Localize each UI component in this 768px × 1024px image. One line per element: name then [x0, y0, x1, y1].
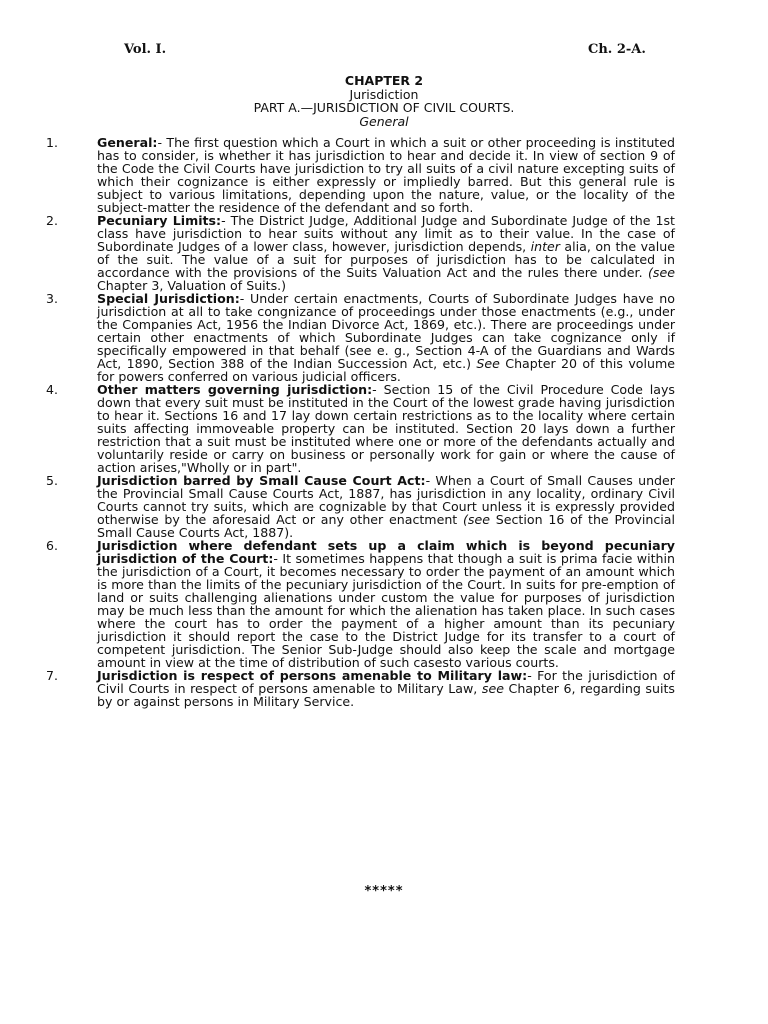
italic-text: See	[476, 356, 500, 371]
paragraph-number: 2.	[46, 213, 58, 228]
italic-text: (see	[648, 265, 675, 280]
body-text-run: Chapter 6, regarding suits by or against persons in Military Service.	[97, 681, 675, 709]
paragraph-heading: Jurisdiction barred by Small Cause Court Act:	[97, 473, 426, 488]
part-heading: PART A.—JURISDICTION OF CIVIL COURTS.	[253, 100, 515, 115]
chapter-subtitle: Jurisdiction	[349, 87, 419, 102]
body-text-run: - The District Judge, Additional Judge and Subordinate Judge of the 1st class have jurisdiction to hear suits without any limit as to their value. In the case of Subordinate Judges of a lower class, however, jurisdiction depends,	[97, 213, 675, 254]
section-heading: General	[359, 114, 409, 129]
body-text-run: Chapter 3, Valuation of Suits.)	[97, 278, 287, 293]
paragraph-heading: Pecuniary Limits:	[97, 213, 222, 228]
paragraph-item	[0, 474, 768, 539]
body-text-run: - It sometimes happens that though a suit is prima facie within the jurisdiction of a Court, it becomes necessary to order the payment of an amount which is more than the limits of the pecuniary jurisdiction of the Court. In suits for pre-emption of land or suits challenging alienations under custom the value for purposes of jurisdiction may be much less than the amount for which the alienation has taken place. In such cases where the court has to order the payment of a higher amount than its pecuniary jurisdiction it should report the case to the District Judge for its transfer to a court of competent jurisdiction. The Senior Sub-Judge should also keep the scale and mortgage amount in view at the time of distribution of such casesto various courts.	[97, 551, 675, 670]
paragraph-item	[0, 383, 768, 474]
paragraph-number: 4.	[46, 382, 58, 397]
italic-text: (see	[463, 512, 490, 527]
paragraph-item	[0, 539, 768, 669]
paragraph-item	[0, 292, 768, 383]
volume-label: Vol. I.	[124, 42, 167, 57]
body-text-run: - Under certain enactments, Courts of Subordinate Judges have no jurisdiction at all to take congnizance of proceedings under those enactments (e.g., under the Companies Act, 1956 the Indian Divorce Act, 1869, etc.). There are proceedings under certain other enactments of which Subordinate Judges can take cognizance only if specifically empowered in that behalf (see e. g., Section 4-A of the Guardians and Wards Act, 1890, Section 388 of the Indian Succession Act, etc.)	[97, 291, 675, 371]
chapter-label: Ch. 2-A.	[588, 42, 646, 57]
paragraph-text	[97, 292, 675, 383]
paragraph-heading: Other matters governing jurisdiction:	[97, 382, 373, 397]
body-text-run: - The first question which a Court in which a suit or other proceeding is instituted has to consider, is whether it has jurisdiction to hear and decide it. In view of section 9 of the Code the Civil Courts have jurisdiction to try all suits of a civil nature excepting suits of which their cognizance is either expressly or impliedly barred. But this general rule is subject to various limitations, depending upon the nature, value, or the locality of the subject-matter the residence of the defendant and so forth.	[97, 135, 675, 215]
paragraph-text	[97, 214, 675, 292]
paragraph-item	[0, 214, 768, 292]
body-text-run: - For the jurisdiction of Civil Courts in respect of persons amenable to Military Law,	[97, 668, 675, 696]
paragraph-number: 6.	[46, 538, 58, 553]
paragraph-heading: General:	[97, 135, 158, 150]
paragraph-item	[0, 669, 768, 708]
italic-text: see	[481, 681, 504, 696]
paragraph-number: 7.	[46, 668, 58, 683]
paragraph-text	[97, 669, 675, 708]
body-text-run: - Section 15 of the Civil Procedure Code lays down that every suit must be instituted in the Court of the lowest grade having jurisdiction to hear it. Sections 16 and 17 lay down certain restrictions as to the locality where certain suits affecting immoveable property can be instituted. Section 20 lays down a further restriction that a suit must be instituted where one or more of the defendants actually and voluntarily reside or carry on business or personally work for gain or where the cause of action arises,"Wholly or in part".	[97, 382, 675, 475]
paragraph-text	[97, 474, 675, 539]
body-text-run: Section 16 of the Provincial Small Cause Courts Act, 1887).	[97, 512, 675, 540]
paragraph-item	[0, 136, 768, 214]
paragraph-number: 3.	[46, 291, 58, 306]
body-text-run: alia, on the value of the suit. The value of a suit for purposes of jurisdiction has to be calculated in accordance with the provisions of the Suits Valuation Act and the rules there under.	[97, 239, 675, 280]
italic-text: inter	[530, 239, 560, 254]
paragraph-heading: Special Jurisdiction:	[97, 291, 240, 306]
paragraph-heading: Jurisdiction is respect of persons amenable to Military law:	[97, 668, 528, 683]
body-text-run: Chapter 20 of this volume for powers conferred on various judicial officers.	[97, 356, 675, 384]
paragraph-number: 5.	[46, 473, 58, 488]
paragraph-list	[0, 136, 768, 708]
body-text-run: - When a Court of Small Causes under the Provincial Small Cause Courts Act, 1887, has jurisdiction in any locality, ordinary Civil Courts cannot try suits, which are cognizable by that Court unless it is expressly provided otherwise by the aforesaid Act or any other enactment	[97, 473, 675, 527]
paragraph-text	[97, 383, 675, 474]
end-stars: *****	[364, 884, 404, 899]
paragraph-heading: Jurisdiction where defendant sets up a claim which is beyond pecuniary jurisdiction of the Court:	[97, 538, 675, 566]
paragraph-number: 1.	[46, 135, 58, 150]
chapter-title: CHAPTER 2	[344, 73, 424, 88]
paragraph-text	[97, 539, 675, 669]
paragraph-text	[97, 136, 675, 214]
